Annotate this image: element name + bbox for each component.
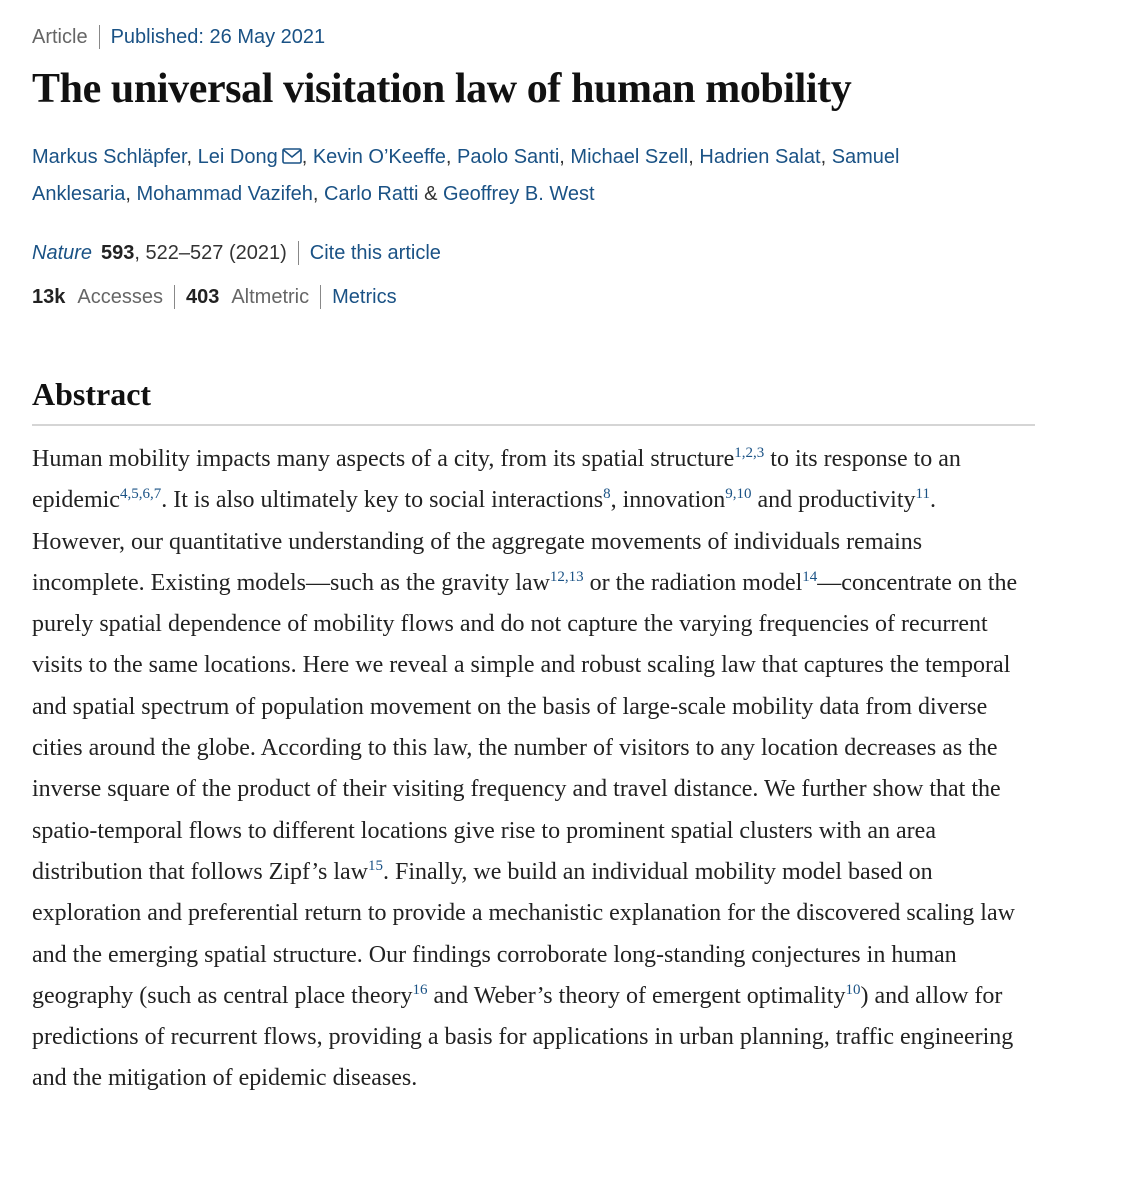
author-separator: & (418, 183, 443, 205)
reference-link[interactable]: 10 (845, 981, 861, 998)
journal-volume: 593 (101, 242, 135, 264)
cite-article-link[interactable]: Cite this article (309, 242, 441, 264)
abstract-heading: Abstract (32, 376, 152, 412)
author-link[interactable]: Hadrien Salat (699, 146, 821, 168)
published-date: Published: 26 May 2021 (110, 26, 326, 48)
abstract-sentence: , innovation (610, 487, 726, 514)
abstract-sentence: ) and allow for predictions of recurrent flows, providing a basis for applications in urban planning, traffic engineering and the mitigation of epidemic diseases. (32, 982, 1014, 1092)
accesses-label: Accesses (77, 286, 163, 308)
reference-citation (802, 569, 817, 585)
author-separator: , (688, 146, 700, 168)
abstract-sentence: Human mobility impacts many aspects of a city, from its spatial structure (32, 446, 735, 472)
author-separator: , (559, 146, 571, 168)
author-link[interactable]: Geoffrey B. West (442, 183, 595, 205)
abstract-text (32, 439, 1032, 1100)
reference-citation (916, 486, 930, 502)
author-separator: , (125, 183, 137, 205)
article-header (32, 22, 1035, 52)
article-title: The universal visitation law of human mobility (32, 66, 852, 112)
author-link[interactable]: Lei Dong (197, 146, 278, 168)
reference-citation (734, 445, 764, 461)
author-link[interactable]: Kevin O’Keeffe (312, 146, 446, 168)
abstract-sentence: . Finally, we build an individual mobility model based on exploration and preferential return to provide a mechanistic explanation for the discovered scaling law and the emerging spatial structure. Our findings corroborate long-standing conjectures in human geography (such as central place theory (32, 858, 1015, 1009)
abstract-sentence: . It is also ultimately key to social interactions (161, 487, 604, 514)
envelope-icon[interactable] (282, 148, 302, 164)
abstract-sentence: and productivity (751, 487, 916, 514)
abstract-sentence: to its response to an epidemic (32, 446, 961, 514)
abstract-sentence: . However, our quantitative understanding of the aggregate movements of individuals remains incomplete. Existing models—such as the gravity law (32, 487, 936, 596)
reference-link[interactable]: 1,2,3 (734, 445, 765, 461)
reference-citation (120, 486, 161, 502)
reference-citation (368, 858, 383, 874)
reference-link[interactable]: 12,13 (549, 568, 584, 585)
metrics-link[interactable]: Metrics (332, 286, 397, 308)
altmetric-label: Altmetric (231, 286, 310, 308)
divider (298, 241, 299, 265)
divider (320, 285, 321, 309)
article-page (32, 22, 1035, 1124)
author-link[interactable]: Michael Szell (570, 146, 689, 168)
reference-citation (725, 486, 751, 502)
accesses-count: 13k (32, 286, 66, 308)
abstract-sentence: and Weber’s theory of emergent optimality (427, 982, 846, 1009)
journal-name[interactable]: Nature (32, 242, 93, 264)
reference-link[interactable]: 8 (603, 486, 611, 503)
reference-link[interactable]: 15 (367, 857, 383, 874)
altmetric-score: 403 (185, 286, 220, 308)
author-separator: , (820, 146, 832, 168)
author-separator: , (445, 146, 457, 168)
author-link[interactable]: Markus Schläpfer (32, 146, 187, 168)
author-link[interactable]: Mohammad Vazifeh (136, 183, 313, 205)
author-separator: , (312, 183, 325, 205)
author-list (32, 139, 992, 213)
article-type: Article (32, 26, 88, 48)
divider (174, 285, 175, 309)
journal-info (32, 233, 1035, 273)
author-separator: , (186, 146, 198, 168)
reference-citation (603, 486, 611, 502)
author-link[interactable]: Carlo Ratti (324, 183, 419, 205)
divider (99, 25, 100, 49)
article-metrics (32, 275, 1035, 319)
reference-link[interactable]: 4,5,6,7 (119, 486, 162, 503)
abstract-sentence: or the radiation model (583, 569, 803, 596)
section-divider (32, 424, 1035, 426)
reference-link[interactable]: 16 (412, 981, 428, 998)
reference-link[interactable]: 11 (915, 486, 930, 503)
author-link[interactable]: Samuel Anklesaria (32, 146, 900, 205)
reference-citation (845, 982, 860, 998)
author-separator: , (301, 146, 313, 168)
reference-link[interactable]: 9,10 (725, 486, 752, 503)
reference-citation (550, 569, 584, 585)
abstract-sentence: —concentrate on the purely spatial dependence of mobility flows and do not capture the varying frequencies of recurrent visits to the same locations. Here we reveal a simple and robust scaling law that captures the temporal and spatial spectrum of population movement on the basis of large-scale mobility data from diverse cities around the globe. According to this law, the number of visitors to any location decreases as the inverse square of the product of their visiting frequency and travel distance. We further show that the spatio-temporal flows to different locations give rise to prominent spatial clusters with an area distribution that follows Zipf’s law (32, 569, 1018, 885)
author-link[interactable]: Paolo Santi (457, 146, 560, 168)
reference-citation (413, 982, 428, 998)
reference-link[interactable]: 14 (802, 568, 818, 585)
journal-pages-year: , 522–527 (2021) (134, 242, 287, 264)
